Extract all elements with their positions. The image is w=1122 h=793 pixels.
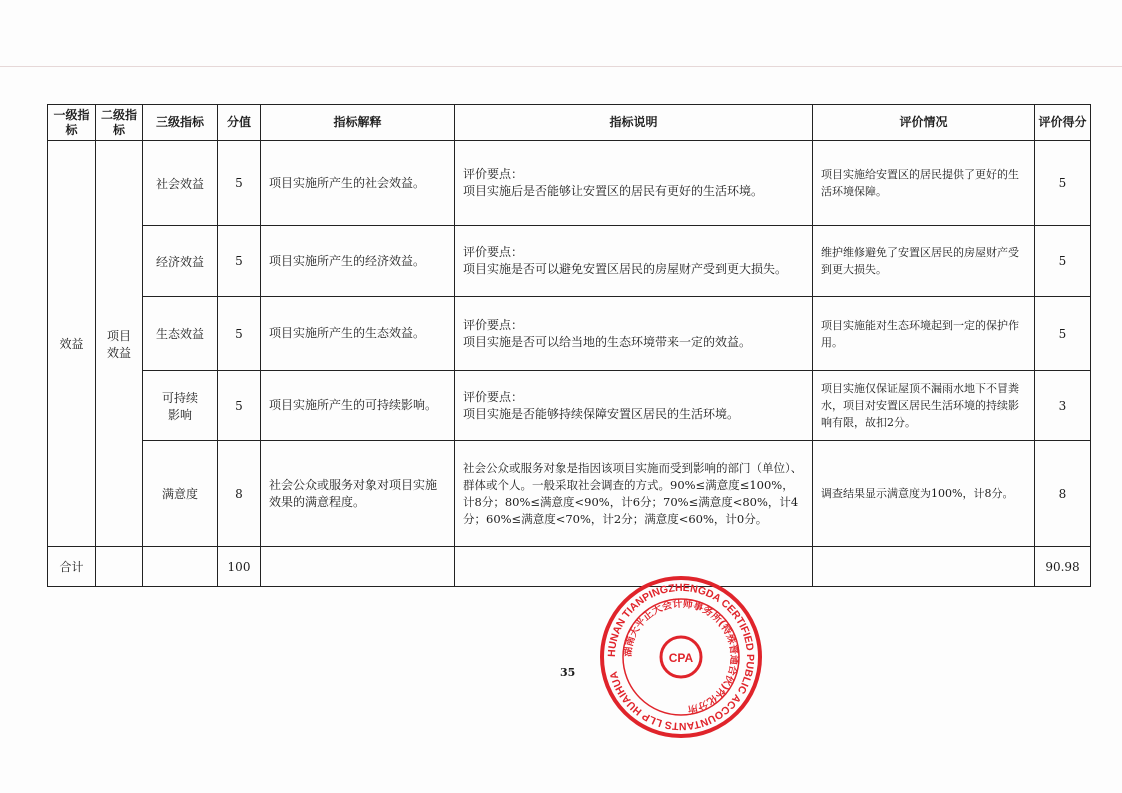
description-text: 项目实施是否可以给当地的生态环境带来一定的效益。 [463,334,752,349]
table-row [48,141,1091,226]
evaluation-cell: 项目实施给安置区的居民提供了更好的生活环境保障。 [813,141,1035,226]
performance-evaluation-table [47,104,1091,587]
evaluation-cell: 调查结果显示满意度为100%，计8分。 [813,441,1035,547]
level3-cell: 经济效益 [143,226,218,297]
total-label-cell: 合计 [48,547,96,587]
obtained-score-cell: 3 [1035,371,1091,441]
explanation-cell: 项目实施所产生的可持续影响。 [261,371,455,441]
level3-cell: 生态效益 [143,297,218,371]
score-cell: 5 [218,226,261,297]
empty-cell [813,547,1035,587]
description-text: 项目实施是否能够持续保障安置区居民的生活环境。 [463,406,740,421]
header-level2: 二级指标 [96,105,143,141]
description-heading: 评价要点： [463,167,524,181]
stamp-center-text: CPA [668,651,694,665]
description-cell [455,226,813,297]
total-obtained-score-cell: 90.98 [1035,547,1091,587]
score-cell: 5 [218,141,261,226]
description-heading: 评价要点： [463,389,524,404]
table-row [48,226,1091,297]
level3-cell: 可持续影响 [143,371,218,441]
level2-cell: 项目效益 [96,141,143,547]
header-obtained-score: 评价得分 [1035,105,1091,141]
description-heading: 评价要点： [463,245,524,259]
level1-cell: 效益 [48,141,96,547]
total-score-cell: 100 [218,547,261,587]
header-evaluation: 评价情况 [813,105,1035,141]
empty-cell [96,547,143,587]
level3-cell: 满意度 [143,441,218,547]
description-text: 社会公众或服务对象是指因该项目实施而受到影响的部门（单位）、群体或个人。一般采取社会调查的方式。90%≤满意度≤100%，计8分；80%≤满意度<90%，计6分；70%≤满意度<80%，计4分；60%≤满意度<70%，计2分；满意度<60%，计0分。 [463,460,803,526]
level3-cell: 社会效益 [143,141,218,226]
total-row [48,547,1091,587]
obtained-score-cell: 5 [1035,141,1091,226]
table-row [48,297,1091,371]
table-row [48,371,1091,441]
explanation-cell: 项目实施所产生的生态效益。 [261,297,455,371]
description-cell [455,371,813,441]
header-score: 分值 [218,105,261,141]
description-cell [455,141,813,226]
evaluation-cell: 项目实施能对生态环境起到一定的保护作用。 [813,297,1035,371]
score-cell: 5 [218,371,261,441]
explanation-cell: 社会公众或服务对象对项目实施效果的满意程度。 [261,441,455,547]
description-heading: 评价要点： [463,317,524,332]
description-cell [455,297,813,371]
empty-cell [261,547,455,587]
header-level3: 三级指标 [143,105,218,141]
score-cell: 8 [218,441,261,547]
top-border-line [0,66,1122,67]
description-text: 项目实施后是否能够让安置区的居民有更好的生活环境。 [463,184,764,198]
header-description: 指标说明 [455,105,813,141]
obtained-score-cell: 5 [1035,297,1091,371]
cpa-seal-stamp [598,574,764,740]
description-text: 项目实施是否可以避免安置区居民的房屋财产受到更大损失。 [463,262,788,276]
table-header-row [48,105,1091,141]
description-cell [455,441,813,547]
explanation-cell: 项目实施所产生的社会效益。 [261,141,455,226]
empty-cell [143,547,218,587]
obtained-score-cell: 5 [1035,226,1091,297]
evaluation-cell: 维护维修避免了安置区居民的房屋财产受到更大损失。 [813,226,1035,297]
obtained-score-cell: 8 [1035,441,1091,547]
stamp-outer-text: HUNAN TIANPINGZHENGDA CERTIFIED PUBLIC ACCOUNTANTS LLP HUAIHUA [605,581,757,733]
table-row [48,441,1091,547]
header-explanation: 指标解释 [261,105,455,141]
header-level1: 一级指标 [48,105,96,141]
page-number: 35 [560,666,576,679]
stamp-inner-text: 湖南天平正大会计师事务所(特殊普通合伙)怀化分所 [622,598,740,715]
score-cell: 5 [218,297,261,371]
explanation-cell: 项目实施所产生的经济效益。 [261,226,455,297]
evaluation-cell: 项目实施仅保证屋顶不漏雨水地下不冒粪水，项目对安置区居民生活环境的持续影响有限，故扣2分。 [813,371,1035,441]
